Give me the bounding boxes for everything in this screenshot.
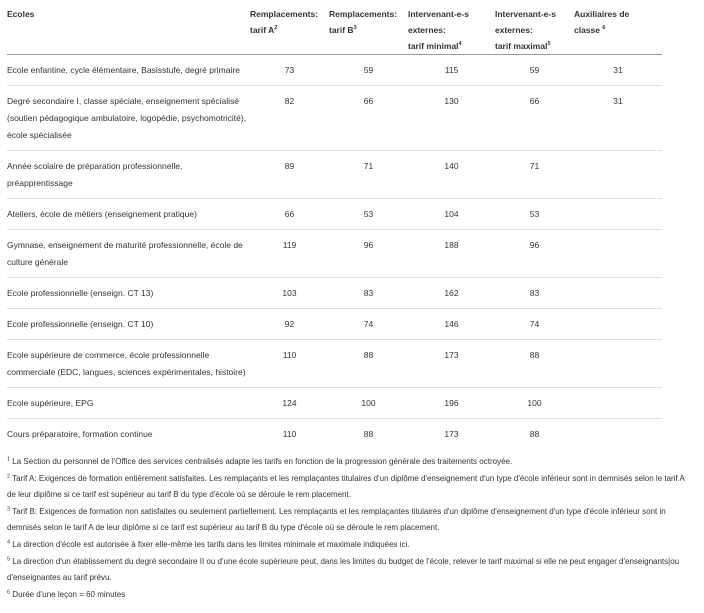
- school-cell: Ecole supérieure de commerce, école professionnelle commerciale (EDC, langues, sciences expérimentales, histoire): [7, 340, 250, 388]
- school-cell: Ecole professionnelle (enseign. CT 13): [7, 278, 250, 309]
- tariff-a-cell: 66: [250, 199, 329, 230]
- tariff-a-cell: 110: [250, 340, 329, 388]
- school-cell: Degré secondaire I, classe spéciale, enseignement spécialisé (soutien pédagogique ambulatoire, logopédie, psychomotricité), école spécialisée: [7, 86, 250, 151]
- auxiliary-cell: [574, 230, 662, 278]
- tariff-a-cell: 89: [250, 151, 329, 199]
- external-max-cell: 53: [495, 199, 574, 230]
- tariff-b-cell: 88: [363, 429, 374, 439]
- external-max-cell: 66: [495, 86, 574, 151]
- auxiliary-cell: [574, 419, 662, 450]
- table-row: [7, 278, 662, 309]
- external-max-cell: 83: [495, 278, 574, 309]
- auxiliary-cell: 31: [574, 86, 662, 151]
- table-row: [7, 86, 662, 151]
- tariff-b-cell: 53: [329, 199, 408, 230]
- external-min-cell: 173: [444, 429, 459, 439]
- external-max-cell: 96: [495, 230, 574, 278]
- external-max-cell: 59: [495, 55, 574, 86]
- footnote: $^4$ La direction d'école est autorisée à fixer elle-même les tarifs dans les limites minimale et maximale indiquées ici.: [7, 539, 410, 549]
- auxiliary-cell: [574, 199, 662, 230]
- school-cell: Cours préparatoire, formation continue: [7, 429, 153, 439]
- external-max-cell: 88: [495, 340, 574, 388]
- external-max-cell: 71: [495, 151, 574, 199]
- table-row: [7, 55, 662, 86]
- table-row: [7, 199, 662, 230]
- header-replacement-b: Remplacements: tarif $B^3$: [329, 6, 408, 55]
- auxiliary-cell: 31: [574, 55, 662, 86]
- auxiliary-cell: [574, 340, 662, 388]
- external-min-cell: 188: [408, 230, 495, 278]
- header-replacement-a: Remplacements: tarif $A^2$: [250, 6, 329, 55]
- header-external-max: Intervenant-e-s externes: tarif maximal$^5$: [495, 6, 574, 55]
- external-min-cell: 115: [408, 55, 495, 86]
- header-schools: Ecoles: [7, 6, 250, 55]
- header-external-min: Intervenant-e-s externes: tarif minimal$^4$: [408, 6, 495, 55]
- school-cell: Ecole enfantine, cycle élémentaire, Basisstufe, degré primaire: [7, 55, 250, 86]
- header-auxiliaries: Auxiliaires de classe $^6$: [574, 6, 662, 55]
- auxiliary-cell: [574, 151, 662, 199]
- tariff-a-cell: 73: [250, 55, 329, 86]
- tariff-b-cell: 100: [329, 388, 408, 419]
- tariff-b-cell: 59: [329, 55, 408, 86]
- auxiliary-cell: [574, 388, 662, 419]
- footnote: $^6$ Durée d'une leçon = 60 minutes: [7, 589, 126, 599]
- tariff-a-cell: 110: [282, 429, 297, 439]
- tariff-b-cell: 74: [329, 309, 408, 340]
- tariff-a-cell: 92: [250, 309, 329, 340]
- external-max-cell: 74: [495, 309, 574, 340]
- tariff-b-cell: 66: [329, 86, 408, 151]
- tariff-b-cell: 96: [329, 230, 408, 278]
- footnote: $^2$ Tarif A: Exigences de formation entièrement satisfaites. Les remplaçants et les remplaçantes titulaires d'un diplôme d'enseignement d'un type d'école inférieur sont in demnisés selon le tarif A de leur diplôme si ce tarif est supérieur au tarif B du type d'école où se déroule le rem placement.: [7, 472, 685, 500]
- external-max-cell: 100: [495, 388, 574, 419]
- footnotes: [7, 454, 687, 603]
- footnote: $^5$ La direction d'un établissement du degré secondaire II ou d'une école supérieure peut, dans les limites du budget de l'école, relever le tarif maximal si elle ne peut engager d'enseignants|ou d'enseignantes au tarif prévu.: [7, 555, 680, 583]
- tariff-b-cell: 83: [329, 278, 408, 309]
- external-min-cell: 162: [408, 278, 495, 309]
- school-cell: Ecole professionnelle (enseign. CT 10): [7, 309, 250, 340]
- external-min-cell: 104: [408, 199, 495, 230]
- table-row: [7, 340, 662, 388]
- tariff-b-cell: 71: [329, 151, 408, 199]
- auxiliary-cell: [574, 278, 662, 309]
- tariff-a-cell: 82: [250, 86, 329, 151]
- tariff-table-container: [7, 6, 662, 449]
- external-min-cell: 196: [408, 388, 495, 419]
- external-max-cell: 88: [529, 429, 540, 439]
- tariff-a-cell: 103: [250, 278, 329, 309]
- auxiliary-cell: [574, 309, 662, 340]
- tariff-table: [7, 6, 662, 449]
- table-header-row: [7, 6, 662, 55]
- external-min-cell: 140: [408, 151, 495, 199]
- school-cell: Ecole supérieure, EPG: [7, 388, 250, 419]
- tariff-b-cell: 88: [329, 340, 408, 388]
- school-cell: Gymnase, enseignement de maturité professionnelle, école de culture générale: [7, 230, 250, 278]
- footnote: $^1$ La Section du personnel de l'Office des services centralisés adapte les tarifs en fonction de la progression générale des traitements octroyée.: [7, 456, 513, 466]
- external-min-cell: 130: [408, 86, 495, 151]
- table-row: [7, 419, 662, 450]
- school-cell: Année scolaire de préparation professionnelle, préapprentissage: [7, 151, 250, 199]
- table-row: [7, 230, 662, 278]
- footnote: $^3$ Tarif B: Exigences de formation non satisfaites ou seulement partiellement. Les remplaçants et les remplaçantes titulaires d'un diplôme d'enseignement d'un type d'école inférieur sont in demnisés selon le tarif A de leur diplôme si ce tarif est supérieur au tarif B du type d'école où se déroule le rem placement.: [7, 506, 666, 533]
- school-cell: Ateliers, école de métiers (enseignement pratique): [7, 199, 250, 230]
- table-row: [7, 309, 662, 340]
- table-row: [7, 388, 662, 419]
- tariff-a-cell: 119: [250, 230, 329, 278]
- external-min-cell: 173: [408, 340, 495, 388]
- table-row: [7, 151, 662, 199]
- tariff-a-cell: 124: [250, 388, 329, 419]
- external-min-cell: 146: [408, 309, 495, 340]
